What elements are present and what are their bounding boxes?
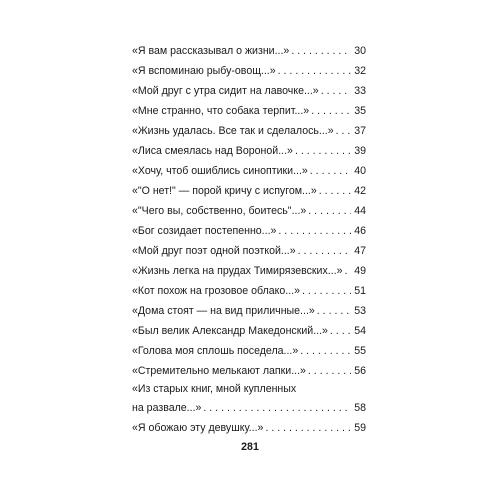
- leader-dots: [308, 201, 351, 221]
- toc-entry: [132, 201, 366, 221]
- toc-entry-title: «Я вам рассказывал о жизни...»: [132, 45, 290, 57]
- toc-entry: [132, 41, 366, 61]
- toc-entry-title: «Лиса смеялась над Вороной...»: [132, 145, 293, 157]
- toc-entry-title-continued: на развале...»: [132, 402, 202, 414]
- toc-entry-page: 46: [354, 225, 366, 237]
- leader-dots: [203, 398, 351, 418]
- toc-entry-title: «"Чего вы, собственно, боитесь"...»: [132, 205, 307, 217]
- toc-entry-title: «Дома стоят — на вид приличные...»: [132, 305, 315, 317]
- toc-entry: [132, 361, 366, 381]
- toc-entry-page: 30: [354, 45, 366, 57]
- leader-dots: [336, 121, 352, 141]
- toc-entry-title: «Мне странно, что собака терпит...»: [132, 105, 310, 117]
- toc-entry-title: «Голова моя сплошь поседела...»: [132, 345, 299, 357]
- toc-entry-page: 39: [354, 145, 366, 157]
- toc-entry: [132, 181, 366, 201]
- toc-entry-page: 56: [354, 365, 366, 377]
- toc-entry-page: 44: [354, 205, 366, 217]
- toc-entry-page: 58: [354, 402, 366, 414]
- leader-dots: [317, 301, 351, 321]
- toc-entry-title: «Жизнь удалась. Все так и сделалось...»: [132, 125, 334, 137]
- toc-entry: [132, 61, 366, 81]
- toc-entry-page: 33: [354, 85, 366, 97]
- toc-entry-page: 42: [354, 185, 366, 197]
- leader-dots: [330, 321, 351, 341]
- toc-entry-page: 47: [354, 245, 366, 257]
- leader-dots: [308, 361, 351, 381]
- toc-entry: [132, 301, 366, 321]
- toc-entry: [132, 161, 366, 181]
- leader-dots: [345, 261, 352, 281]
- leader-dots: [278, 61, 352, 81]
- toc-entry: [132, 121, 366, 141]
- toc-entry-title: «Мой друг с утра сидит на лавочке...»: [132, 85, 319, 97]
- toc-entry: [132, 241, 366, 261]
- leader-dots: [300, 341, 351, 361]
- toc-entry-page: 54: [354, 325, 366, 337]
- toc-entry-page: 49: [354, 265, 366, 277]
- toc-entry-title: «Я вспоминаю рыбу-овощ...»: [132, 65, 276, 77]
- toc-entry: [132, 341, 366, 361]
- leader-dots: [291, 41, 351, 61]
- toc-entry-title: «Стремительно мелькают лапки...»: [132, 365, 306, 377]
- toc-entry: [132, 81, 366, 101]
- toc-entry: [132, 221, 366, 241]
- leader-dots: [310, 161, 351, 181]
- toc-entry-page: 59: [354, 422, 366, 434]
- toc-entry: [132, 321, 366, 341]
- leader-dots: [298, 241, 352, 261]
- toc-entry: [132, 101, 366, 121]
- toc-entry-title: «Кот похож на грозовое облако...»: [132, 285, 301, 297]
- toc-entry: [132, 281, 366, 301]
- toc-entry-title: «Мой друг поэт одной поэткой...»: [132, 245, 296, 257]
- leader-dots: [302, 281, 351, 301]
- table-of-contents: [132, 41, 366, 438]
- toc-entry-page: 37: [354, 125, 366, 137]
- page-number: 281: [241, 441, 259, 453]
- leader-dots: [265, 418, 351, 438]
- toc-entry-title: «Жизнь легка на прудах Тимирязевских...»: [132, 265, 343, 277]
- toc-entry-title: «"О нет!" — порой кричу с испугом...»: [132, 185, 317, 197]
- toc-entry-title: «Бог созидает постепенно...»: [132, 225, 277, 237]
- toc-entry: [132, 261, 366, 281]
- toc-entry-page: 40: [354, 165, 366, 177]
- leader-dots: [321, 81, 352, 101]
- leader-dots: [295, 141, 351, 161]
- toc-entry: [132, 141, 366, 161]
- toc-entry: [132, 418, 366, 438]
- toc-entry-page: 55: [354, 345, 366, 357]
- toc-entry-page: 32: [354, 65, 366, 77]
- toc-entry-page: 35: [354, 105, 366, 117]
- leader-dots: [311, 101, 351, 121]
- toc-entry-title: «Я обожаю эту девушку...»: [132, 422, 264, 434]
- leader-dots: [278, 221, 351, 241]
- toc-entry-title: «Из старых книг, мной купленных: [132, 383, 297, 395]
- leader-dots: [319, 181, 351, 201]
- toc-entry-page: 51: [354, 285, 366, 297]
- toc-entry-page: 53: [354, 305, 366, 317]
- toc-entry-title: «Был велик Александр Македонский...»: [132, 325, 328, 337]
- toc-entry: [132, 381, 366, 418]
- toc-entry-title: «Хочу, чтоб ошиблись синоптики...»: [132, 165, 308, 177]
